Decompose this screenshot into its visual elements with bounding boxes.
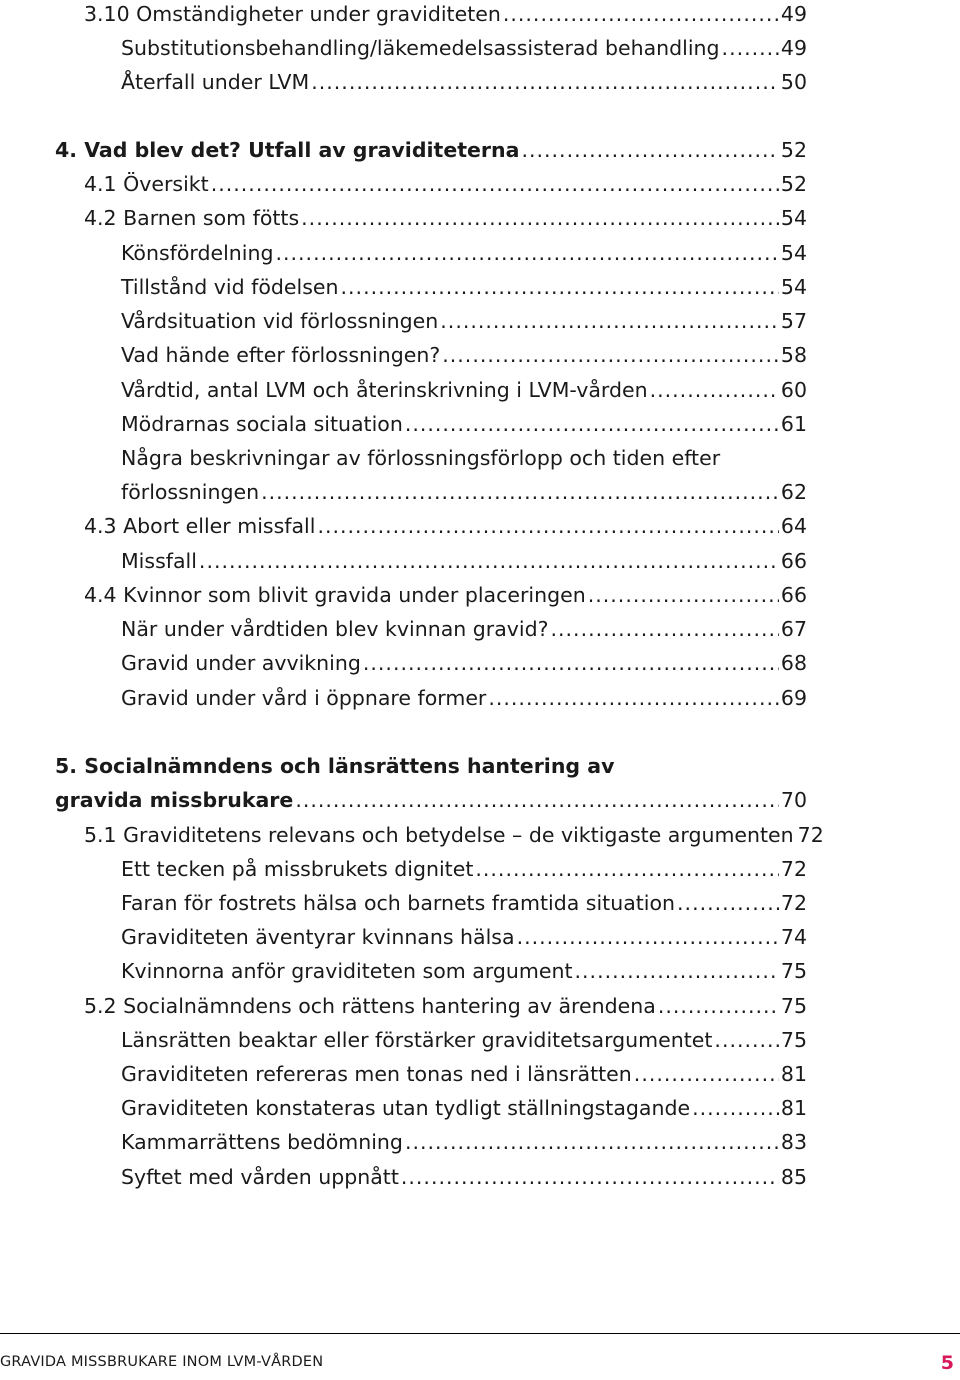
toc-entry[interactable] xyxy=(55,133,807,167)
toc-entry[interactable] xyxy=(121,441,807,475)
toc-entry-page: 72 xyxy=(797,823,824,847)
toc-entry-label: När under vårdtiden blev kvinnan gravid? xyxy=(121,617,549,641)
toc-dot-leader xyxy=(658,989,779,1023)
toc-entry-label: Gravid under vård i öppnare former xyxy=(121,686,487,710)
toc-entry[interactable] xyxy=(84,0,807,31)
toc-entry-label: Tillstånd vid födelsen xyxy=(121,275,339,299)
toc-entry-label: Kvinnorna anför graviditeten som argument xyxy=(121,959,573,983)
toc-entry-label: 5.2 Socialnämndens och rättens hantering av ärendena xyxy=(84,994,656,1018)
toc-dot-leader xyxy=(575,954,779,988)
footer-title: GRAVIDA MISSBRUKARE INOM LVM-VÅRDEN xyxy=(0,1354,324,1370)
toc-dot-leader xyxy=(275,236,778,270)
toc-entry-page: 83 xyxy=(780,1130,807,1154)
toc-entry-page: 61 xyxy=(780,412,807,436)
toc-dot-leader xyxy=(722,31,779,65)
toc-entry[interactable] xyxy=(55,783,807,817)
toc-entry[interactable] xyxy=(121,612,807,646)
toc-entry-label: 4. Vad blev det? Utfall av graviditeterna xyxy=(55,138,520,162)
toc-entry-label: Ett tecken på missbrukets dignitet xyxy=(121,857,474,881)
toc-dot-leader xyxy=(440,304,779,338)
toc-entry-label: Substitutionsbehandling/läkemedelsassisterad behandling xyxy=(121,36,720,60)
toc-entry-label: 4.1 Översikt xyxy=(84,172,209,196)
toc-entry[interactable] xyxy=(121,270,807,304)
toc-entry[interactable] xyxy=(121,407,807,441)
toc-entry-label: 4.2 Barnen som fötts xyxy=(84,206,300,230)
toc-dot-leader xyxy=(311,65,779,99)
toc-dot-leader xyxy=(517,920,779,954)
toc-entry[interactable] xyxy=(121,920,807,954)
toc-entry-page: 67 xyxy=(780,617,807,641)
toc-entry-page: 68 xyxy=(780,651,807,675)
toc-dot-leader xyxy=(488,681,779,715)
toc-entry-page: 70 xyxy=(780,788,807,812)
toc-entry-label: Gravid under avvikning xyxy=(121,651,361,675)
toc-entry-page: 49 xyxy=(780,36,807,60)
toc-dot-leader xyxy=(442,338,779,372)
toc-dot-leader xyxy=(634,1057,779,1091)
toc-entry-label: Syftet med vården uppnått xyxy=(121,1165,399,1189)
toc-entry-label: Kammarrättens bedömning xyxy=(121,1130,403,1154)
toc-dot-leader xyxy=(503,0,779,31)
toc-dot-leader xyxy=(405,1125,779,1159)
toc-entry[interactable] xyxy=(121,475,807,509)
toc-dot-leader xyxy=(405,407,779,441)
toc-dot-leader xyxy=(301,201,779,235)
toc-entry-label: Faran för fostrets hälsa och barnets framtida situation xyxy=(121,891,676,915)
toc-dot-leader xyxy=(475,852,779,886)
toc-entry-label: Vårdtid, antal LVM och återinskrivning i LVM-vården xyxy=(121,378,648,402)
toc-entry-page: 74 xyxy=(780,925,807,949)
toc-entry-page: 75 xyxy=(780,959,807,983)
toc-entry-label: Graviditeten konstateras utan tydligt ställningstagande xyxy=(121,1096,691,1120)
toc-entry-page: 81 xyxy=(780,1096,807,1120)
toc-entry[interactable] xyxy=(121,954,807,988)
toc-entry-label: Vårdsituation vid förlossningen xyxy=(121,309,439,333)
toc-entry[interactable] xyxy=(84,989,807,1023)
toc-dot-leader xyxy=(295,783,779,817)
toc-entry-page: 52 xyxy=(780,138,807,162)
toc-entry-label: 5.1 Graviditetens relevans och betydelse – de viktigaste argumenten xyxy=(84,823,794,847)
toc-dot-leader xyxy=(521,133,778,167)
toc-entry-page: 60 xyxy=(780,378,807,402)
toc-entry-label: 4.3 Abort eller missfall xyxy=(84,514,316,538)
toc-entry[interactable] xyxy=(84,167,807,201)
page-number: 5 xyxy=(940,1352,954,1374)
toc-entry[interactable] xyxy=(84,818,824,852)
toc-entry-label: Missfall xyxy=(121,549,197,573)
toc-entry[interactable] xyxy=(121,886,807,920)
toc-dot-leader xyxy=(650,373,779,407)
toc-dot-leader xyxy=(714,1023,778,1057)
toc-entry[interactable] xyxy=(121,1057,807,1091)
toc-entry-label: gravida missbrukare xyxy=(55,788,294,812)
toc-dot-leader xyxy=(677,886,779,920)
toc-dot-leader xyxy=(341,270,779,304)
toc-dot-leader xyxy=(199,544,779,578)
toc-entry[interactable] xyxy=(121,1125,807,1159)
toc-entry-page: 52 xyxy=(780,172,807,196)
toc-entry[interactable] xyxy=(121,65,807,99)
toc-entry-label: Könsfördelning xyxy=(121,241,274,265)
toc-entry[interactable] xyxy=(84,201,807,235)
toc-entry[interactable] xyxy=(121,544,807,578)
toc-entry-label: Återfall under LVM xyxy=(121,70,310,94)
toc-entry[interactable] xyxy=(84,578,807,612)
toc-entry-label: 3.10 Omständigheter under graviditeten xyxy=(84,2,501,26)
toc-dot-leader xyxy=(588,578,779,612)
toc-entry[interactable] xyxy=(55,749,807,783)
toc-dot-leader xyxy=(261,475,779,509)
toc-entry[interactable] xyxy=(121,1023,807,1057)
toc-entry-page: 81 xyxy=(780,1062,807,1086)
toc-entry-page: 54 xyxy=(780,241,807,265)
toc-entry-page: 66 xyxy=(780,583,807,607)
toc-entry-page: 49 xyxy=(780,2,807,26)
toc-entry-page: 66 xyxy=(780,549,807,573)
toc-entry-page: 58 xyxy=(780,343,807,367)
toc-entry[interactable] xyxy=(121,1160,807,1194)
toc-entry-page: 85 xyxy=(780,1165,807,1189)
toc-entry-page: 69 xyxy=(780,686,807,710)
toc-entry-page: 72 xyxy=(780,857,807,881)
toc-entry-label: 4.4 Kvinnor som blivit gravida under placeringen xyxy=(84,583,586,607)
toc-entry-label: 5. Socialnämndens och länsrättens hantering av xyxy=(55,754,615,778)
toc-entry-page: 54 xyxy=(780,275,807,299)
toc-entry-label: Graviditeten äventyrar kvinnans hälsa xyxy=(121,925,515,949)
toc-entry[interactable] xyxy=(121,681,807,715)
toc-entry[interactable] xyxy=(121,236,807,270)
toc-dot-leader xyxy=(551,612,779,646)
toc-entry[interactable] xyxy=(121,373,807,407)
toc-dot-leader xyxy=(692,1091,779,1125)
toc-entry-label: Några beskrivningar av förlossningsförlopp och tiden efter xyxy=(121,446,721,470)
toc-entry-label: Graviditeten refereras men tonas ned i länsrätten xyxy=(121,1062,632,1086)
toc-dot-leader xyxy=(363,646,779,680)
toc-entry-page: 64 xyxy=(780,514,807,538)
toc-entry-page: 62 xyxy=(780,480,807,504)
toc-entry[interactable] xyxy=(121,31,807,65)
toc-entry-label: Länsrätten beaktar eller förstärker graviditetsargumentet xyxy=(121,1028,713,1052)
toc-entry-page: 54 xyxy=(780,206,807,230)
footer-divider xyxy=(0,1333,960,1334)
toc-entry-page: 57 xyxy=(780,309,807,333)
toc-entry-page: 72 xyxy=(780,891,807,915)
toc-entry-page: 75 xyxy=(780,1028,807,1052)
toc-entry[interactable] xyxy=(121,646,807,680)
toc-dot-leader xyxy=(211,167,779,201)
toc-dot-leader xyxy=(317,509,778,543)
toc-entry-page: 50 xyxy=(780,70,807,94)
toc-entry[interactable] xyxy=(121,1091,807,1125)
toc-entry-label: Mödrarnas sociala situation xyxy=(121,412,403,436)
toc-entry[interactable] xyxy=(121,304,807,338)
toc-entry-page: 75 xyxy=(780,994,807,1018)
toc-entry[interactable] xyxy=(121,852,807,886)
toc-entry-label: Vad hände efter förlossningen? xyxy=(121,343,441,367)
toc-entry[interactable] xyxy=(84,509,807,543)
toc-entry-label: förlossningen xyxy=(121,480,260,504)
toc-entry[interactable] xyxy=(121,338,807,372)
toc-dot-leader xyxy=(401,1160,779,1194)
